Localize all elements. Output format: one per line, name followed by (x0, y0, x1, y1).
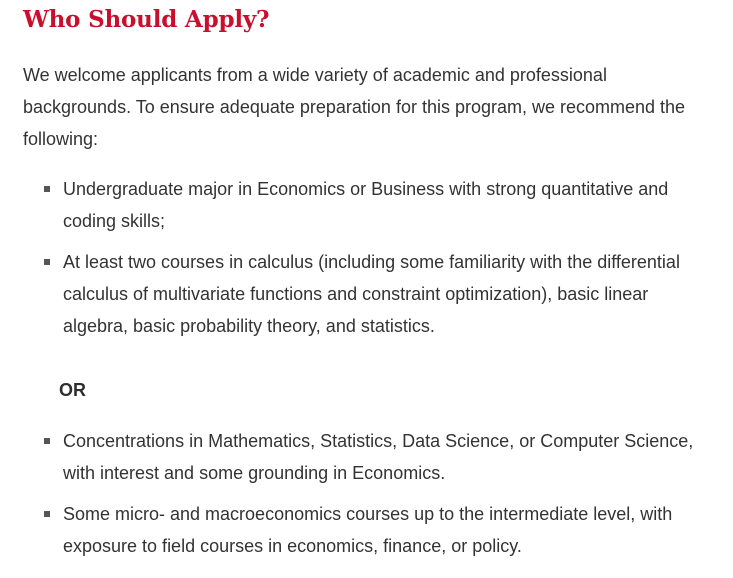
requirements-list-a (0, 173, 733, 351)
section-heading: Who Should Apply? (23, 6, 270, 33)
list-item-text: Undergraduate major in Economics or Business with strong quantitative and coding skills; (63, 179, 669, 231)
list-item-text: At least two courses in calculus (including some familiarity with the differential calculus of multivariate functions and constraint optimization), basic linear algebra, basic probability theory, and statistics. (63, 252, 680, 336)
square-bullet-icon (44, 186, 50, 192)
list-item-text: Concentrations in Mathematics, Statistics, Data Science, or Computer Science, with interest and some grounding in Economics. (63, 431, 694, 483)
list-item (0, 246, 733, 342)
intro-paragraph: We welcome applicants from a wide variety of academic and professional backgrounds. To ensure adequate preparation for this program, we recommend the following: (23, 65, 686, 149)
list-item (0, 173, 733, 237)
or-separator: OR (59, 380, 86, 400)
requirements-list-b (0, 425, 733, 571)
square-bullet-icon (44, 438, 50, 444)
list-item (0, 425, 733, 489)
square-bullet-icon (44, 259, 50, 265)
list-item-text: Some micro- and macroeconomics courses up to the intermediate level, with exposure to field courses in economics, finance, or policy. (63, 504, 673, 556)
list-item (0, 498, 733, 562)
square-bullet-icon (44, 511, 50, 517)
